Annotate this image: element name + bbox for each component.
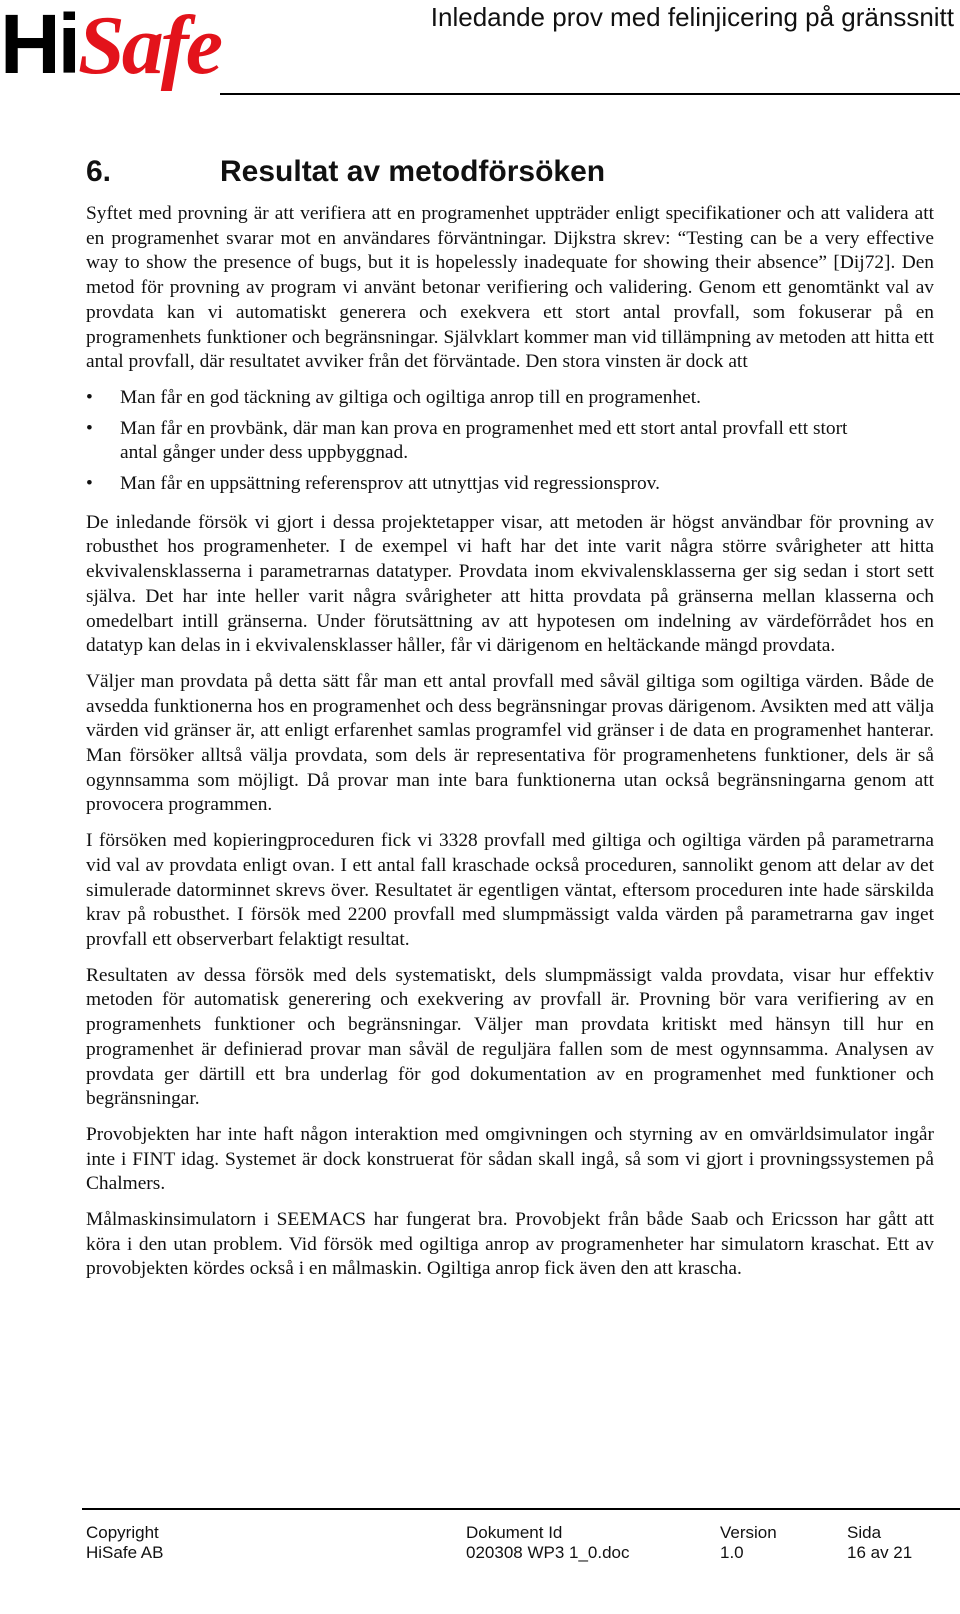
copyright-label: Copyright [86, 1523, 159, 1542]
logo-hi: Hi [0, 0, 78, 91]
document-title: Inledande prov med felinjicering på gränssnitt [430, 2, 954, 32]
body-text [86, 202, 934, 1293]
bullet-icon: • [86, 417, 93, 439]
header-divider [220, 93, 960, 95]
section-title: Resultat av metodförsöken [220, 155, 606, 188]
hisafe-logo [0, 0, 220, 92]
list-item-text: Man får en god täckning av giltiga och ogiltiga anrop till en programenhet. [120, 386, 702, 408]
section-heading [86, 155, 605, 189]
list-item [86, 472, 855, 497]
paragraph-6: Provobjekten har inte haft någon interaktion med omgivningen och styrning av en omvärldsimulator ingår inte i FINT idag. Systemet är dock konstruerat för sådan skall ingå, så som vi gjort i provningssystemen på Chalmers. [86, 1123, 934, 1195]
list-item-text: Man får en provbänk, där man kan prova en programenhet med ett stort antal provfall ett stort antal gånger under dess uppbyggnad. [120, 417, 848, 464]
paragraph-2: De inledande försök vi gjort i dessa projektetapper visar, att metoden är högst användbar för provning av robusthet hos programenheter. I de exempel vi haft har det inte varit några större svårigheter att hitta ekvivalensklasserna i parametrarnas datatyper. Provdata inom ekvivalensklasserna ger sig sedan i stort sett själva. Det har inte heller varit några svårigheter att hitta provdata på gränserna mellan klasserna och omedelbart intill gränserna. Under förutsättning av att hypotesen om indelning av värdeförrådet hos en datatyp kan delas in i ekvivalensklasser håller, får vi därigenom en heltäckande mängd provdata. [86, 511, 934, 657]
docid-value: 020308 WP3 1_0.doc [466, 1543, 630, 1562]
docid-label: Dokument Id [466, 1523, 563, 1542]
footer-copyright [86, 1523, 164, 1563]
bullet-list [86, 386, 934, 497]
paragraph-3: Väljer man provdata på detta sätt får man ett antal provfall med såväl giltiga som ogiltiga värden. Både de avsedda funktionerna hos en programenhet och dess begränsningar provas därigenom. Avsikten med att välja värden vid gränser är, att enligt erfarenhet samlas programfel vid gränser i de data en programenhet hanterar. Man försöker alltså välja provdata, som dels är representativa för programenhetens funktioner, dels är så ogynnsamma som möjligt. Då provar man inte bara funktionerna utan också begränsningarna genom att provocera programmen. [86, 670, 934, 816]
paragraph-5: Resultaten av dessa försök med dels systematiskt, dels slumpmässigt valda provdata, visar hur effektiv metoden för automatisk generering och exekvering av provfall är. Provning bör vara verifiering av en programenhets funktioner och begränsningar. Väljer man provdata kritiskt med hänsyn till hur en programenhet är definierad provar man såväl de reguljära fallen som de mest ogynnsamma. Analysen av provdata ger därtill ett bra underlag för god dokumentation av en programenhet med funktioner och begränsningar. [86, 964, 934, 1110]
list-item-text: Man får en uppsättning referensprov att utnyttjas vid regressionsprov. [120, 473, 660, 495]
bullet-icon: • [86, 473, 93, 495]
list-item [86, 417, 855, 466]
copyright-value: HiSafe AB [86, 1543, 164, 1562]
paragraph-1: Syftet med provning är att verifiera att en programenhet uppträder enligt specifikationer och att validera att en programenhet svarar mot en användares förväntningar. Dijkstra skrev: “Testing can be a very effective way to show the presence of bugs, but it is hopelessly inadequate for showing their absence” [Dij72]. Den metod för provning av program vi använt betonar verifiering och validering. Genom ett genomtänkt val av provdata kan vi automatiskt generera och exekvera ett stort antal provfall, som fokuserar på en programenhets funktioner och begränsningar. Självklart kommer man vid tillämpning av metoden att hitta ett antal provfall, där resultatet avviker från det förväntade. Den stora vinsten är dock att [86, 203, 934, 373]
footer-page [847, 1523, 912, 1563]
version-label: Version [720, 1523, 777, 1542]
list-item [86, 386, 855, 411]
paragraph-7: Målmaskinsimulatorn i SEEMACS har fungerat bra. Provobjekt från både Saab och Ericsson har gått att köra i den utan problem. Vid försök med ogiltiga anrop av programenheter har simulatorn kraschat. Ett av provobjekten kördes också i en målmaskin. Ogiltiga anrop fick även den att krascha. [86, 1209, 934, 1280]
paragraph-4: I försöken med kopieringproceduren fick vi 3328 provfall med giltiga och ogiltiga värden på parametrarna vid val av provdata enligt ovan. I ett antal fall kraschade också proceduren, sannolikt genom att delar av det simulerade datorminnet skrevs över. Resultatet är egentligen väntat, eftersom proceduren inte hade särskilda krav på robusthet. I försök med 2200 provfall med slumpmässigt valda värden på parametrarna gav inget provfall ett observerbart felaktigt resultat. [86, 830, 934, 950]
page-label: Sida [847, 1523, 882, 1542]
section-number: 6. [86, 155, 112, 188]
footer-divider [82, 1508, 960, 1510]
logo-safe: Safe [78, 0, 220, 92]
page-value: 16 av 21 [847, 1543, 913, 1562]
version-value: 1.0 [720, 1543, 744, 1562]
footer-version [720, 1523, 777, 1563]
footer-document-id [466, 1523, 630, 1563]
bullet-icon: • [86, 386, 93, 408]
